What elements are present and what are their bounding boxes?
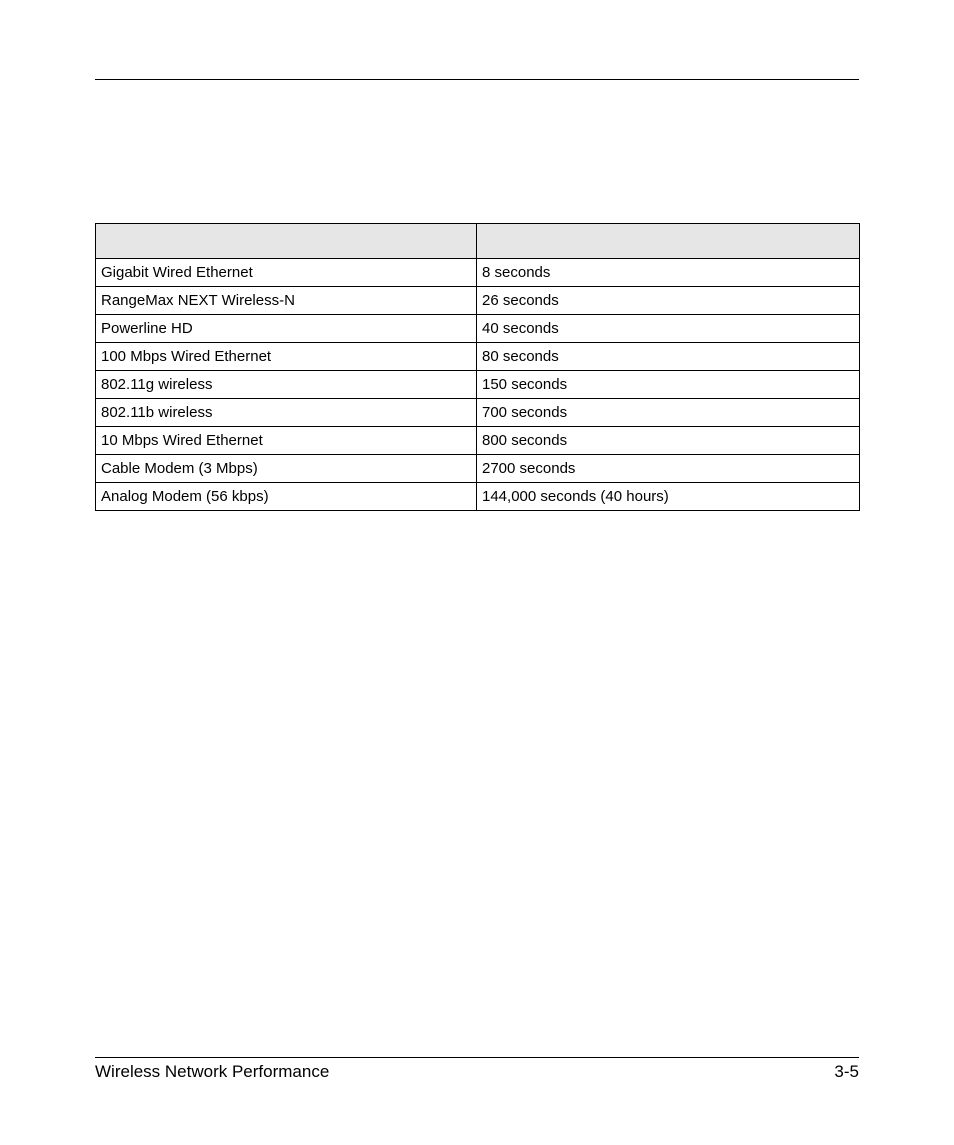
network-type-cell: RangeMax NEXT Wireless-N	[96, 287, 477, 315]
header-cell-time	[477, 224, 860, 259]
table-row	[96, 427, 860, 455]
network-type-cell: 802.11g wireless	[96, 371, 477, 399]
transfer-time-cell: 40 seconds	[477, 315, 860, 343]
transfer-time-cell: 700 seconds	[477, 399, 860, 427]
footer-page-number: 3-5	[834, 1062, 859, 1081]
network-type-cell: Cable Modem (3 Mbps)	[96, 455, 477, 483]
table-row	[96, 259, 860, 287]
table-header	[96, 224, 860, 259]
table-row	[96, 287, 860, 315]
transfer-time-cell: 800 seconds	[477, 427, 860, 455]
table-row	[96, 315, 860, 343]
table-row	[96, 483, 860, 511]
transfer-time-cell: 26 seconds	[477, 287, 860, 315]
table-body	[96, 259, 860, 511]
transfer-time-cell: 8 seconds	[477, 259, 860, 287]
transfer-time-cell: 2700 seconds	[477, 455, 860, 483]
footer-rule	[95, 1057, 859, 1058]
header-rule	[95, 79, 859, 80]
table-header-row	[96, 224, 860, 259]
header-cell-network	[96, 224, 477, 259]
network-type-cell: Gigabit Wired Ethernet	[96, 259, 477, 287]
transfer-time-cell: 150 seconds	[477, 371, 860, 399]
table-row	[96, 399, 860, 427]
table-row	[96, 371, 860, 399]
network-type-cell: 100 Mbps Wired Ethernet	[96, 343, 477, 371]
network-type-cell: Powerline HD	[96, 315, 477, 343]
network-type-cell: 802.11b wireless	[96, 399, 477, 427]
network-type-cell: Analog Modem (56 kbps)	[96, 483, 477, 511]
transfer-time-cell: 144,000 seconds (40 hours)	[477, 483, 860, 511]
table-row	[96, 343, 860, 371]
transfer-time-cell: 80 seconds	[477, 343, 860, 371]
footer-section-title: Wireless Network Performance	[95, 1062, 330, 1081]
transfer-time-table	[95, 223, 860, 511]
table-row	[96, 455, 860, 483]
network-type-cell: 10 Mbps Wired Ethernet	[96, 427, 477, 455]
